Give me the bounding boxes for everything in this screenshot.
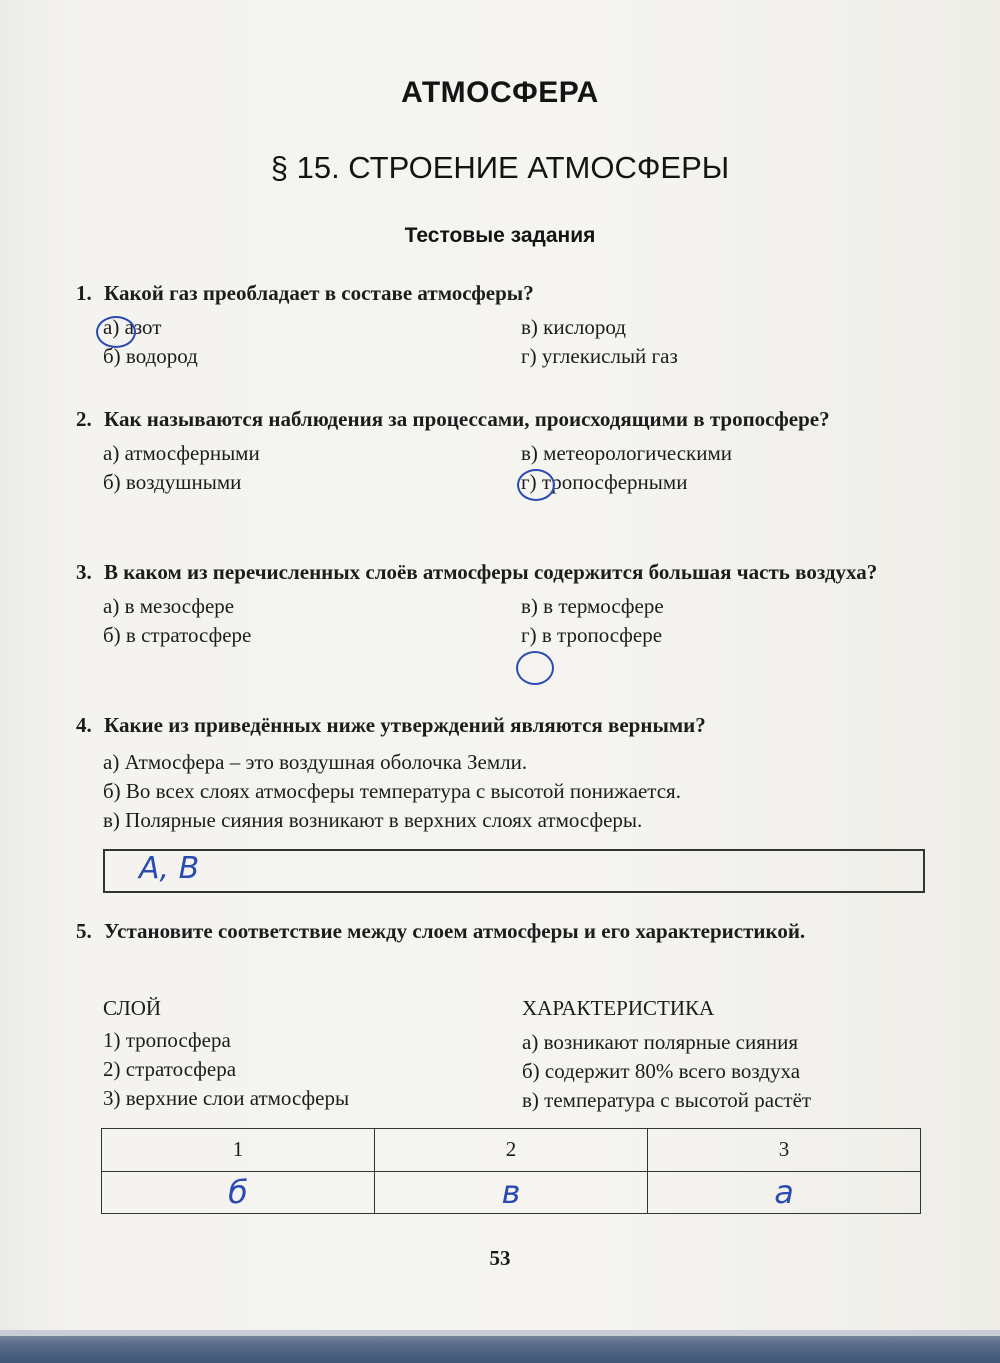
- answer-circle-mark: [96, 316, 136, 348]
- matching-answer-table: [101, 1128, 921, 1214]
- layer-column-header: СЛОЙ: [103, 996, 162, 1020]
- question-1: [76, 279, 926, 373]
- answer-box[interactable]: [103, 849, 925, 893]
- statement-a: а) Атмосфера – это воздушная оболочка Земли.: [103, 750, 528, 774]
- question-3: [76, 558, 926, 652]
- question-2: [76, 405, 926, 499]
- handwritten-answer: а: [774, 1173, 794, 1212]
- option-v[interactable]: в) кислород: [521, 315, 626, 339]
- option-b[interactable]: б) воздушными: [103, 470, 242, 494]
- layer-item: 1) тропосфера: [103, 1028, 231, 1052]
- option-b[interactable]: б) водород: [103, 344, 198, 368]
- table-answer-cell[interactable]: [648, 1171, 921, 1214]
- characteristic-item: б) содержит 80% всего воздуха: [522, 1059, 801, 1083]
- question-4: [76, 711, 926, 835]
- subsection-title: Тестовые задания: [404, 224, 596, 247]
- option-g[interactable]: г) тропосферными: [521, 470, 688, 494]
- layer-item: 2) стратосфера: [103, 1057, 237, 1081]
- question-number: 4.: [76, 713, 92, 737]
- table-answer-cell[interactable]: [375, 1171, 648, 1214]
- statement-b: б) Во всех слоях атмосферы температура с высотой понижается.: [103, 779, 681, 803]
- option-a[interactable]: а) атмосферными: [103, 441, 260, 465]
- option-g[interactable]: г) углекислый газ: [521, 344, 678, 368]
- chapter-title: АТМОСФЕРА: [401, 76, 599, 109]
- table-header-row: [102, 1129, 921, 1172]
- answer-circle-mark: [516, 651, 554, 685]
- characteristic-item: а) возникают полярные сияния: [522, 1030, 799, 1054]
- handwritten-answer: в: [501, 1173, 521, 1212]
- option-g[interactable]: г) в тропосфере: [521, 623, 663, 647]
- question-number: 2.: [76, 407, 92, 431]
- question-number: 5.: [76, 919, 92, 943]
- page-number: 53: [489, 1246, 511, 1270]
- option-v[interactable]: в) в термосфере: [521, 594, 664, 618]
- table-header-cell: 1: [102, 1129, 375, 1172]
- page-bottom-edge: [0, 1330, 1000, 1363]
- layer-item: 3) верхние слои атмосферы: [103, 1086, 350, 1110]
- question-number: 3.: [76, 560, 92, 584]
- option-a[interactable]: а) азот: [103, 315, 162, 339]
- table-header-cell: 2: [375, 1129, 648, 1172]
- characteristic-item: в) температура с высотой растёт: [522, 1088, 812, 1112]
- question-text: Какие из приведённых ниже утверждений являются верными?: [104, 713, 706, 737]
- table-answer-cell[interactable]: [102, 1171, 375, 1214]
- question-text: В каком из перечисленных слоёв атмосферы содержится большая часть воздуха?: [104, 560, 878, 584]
- table-header-cell: 3: [648, 1129, 921, 1172]
- question-5: [76, 917, 926, 946]
- characteristic-column-header: ХАРАКТЕРИСТИКА: [522, 996, 715, 1020]
- question-number: 1.: [76, 281, 92, 305]
- question-text: Как называются наблюдения за процессами, происходящими в тропосфере?: [104, 407, 830, 431]
- answer-circle-mark: [517, 469, 555, 501]
- question-text: Какой газ преобладает в составе атмосферы?: [104, 281, 534, 305]
- option-v[interactable]: в) метеорологическими: [521, 441, 733, 465]
- table-answer-row: [102, 1171, 921, 1214]
- handwritten-answer: б: [228, 1173, 248, 1212]
- statement-v: в) Полярные сияния возникают в верхних слоях атмосферы.: [103, 808, 643, 832]
- option-b[interactable]: б) в стратосфере: [103, 623, 252, 647]
- question-text: Установите соответствие между слоем атмосферы и его характеристикой.: [104, 919, 806, 943]
- handwritten-answer: А, В: [139, 851, 200, 886]
- section-title: § 15. СТРОЕНИЕ АТМОСФЕРЫ: [270, 150, 730, 185]
- option-a[interactable]: а) в мезосфере: [103, 594, 235, 618]
